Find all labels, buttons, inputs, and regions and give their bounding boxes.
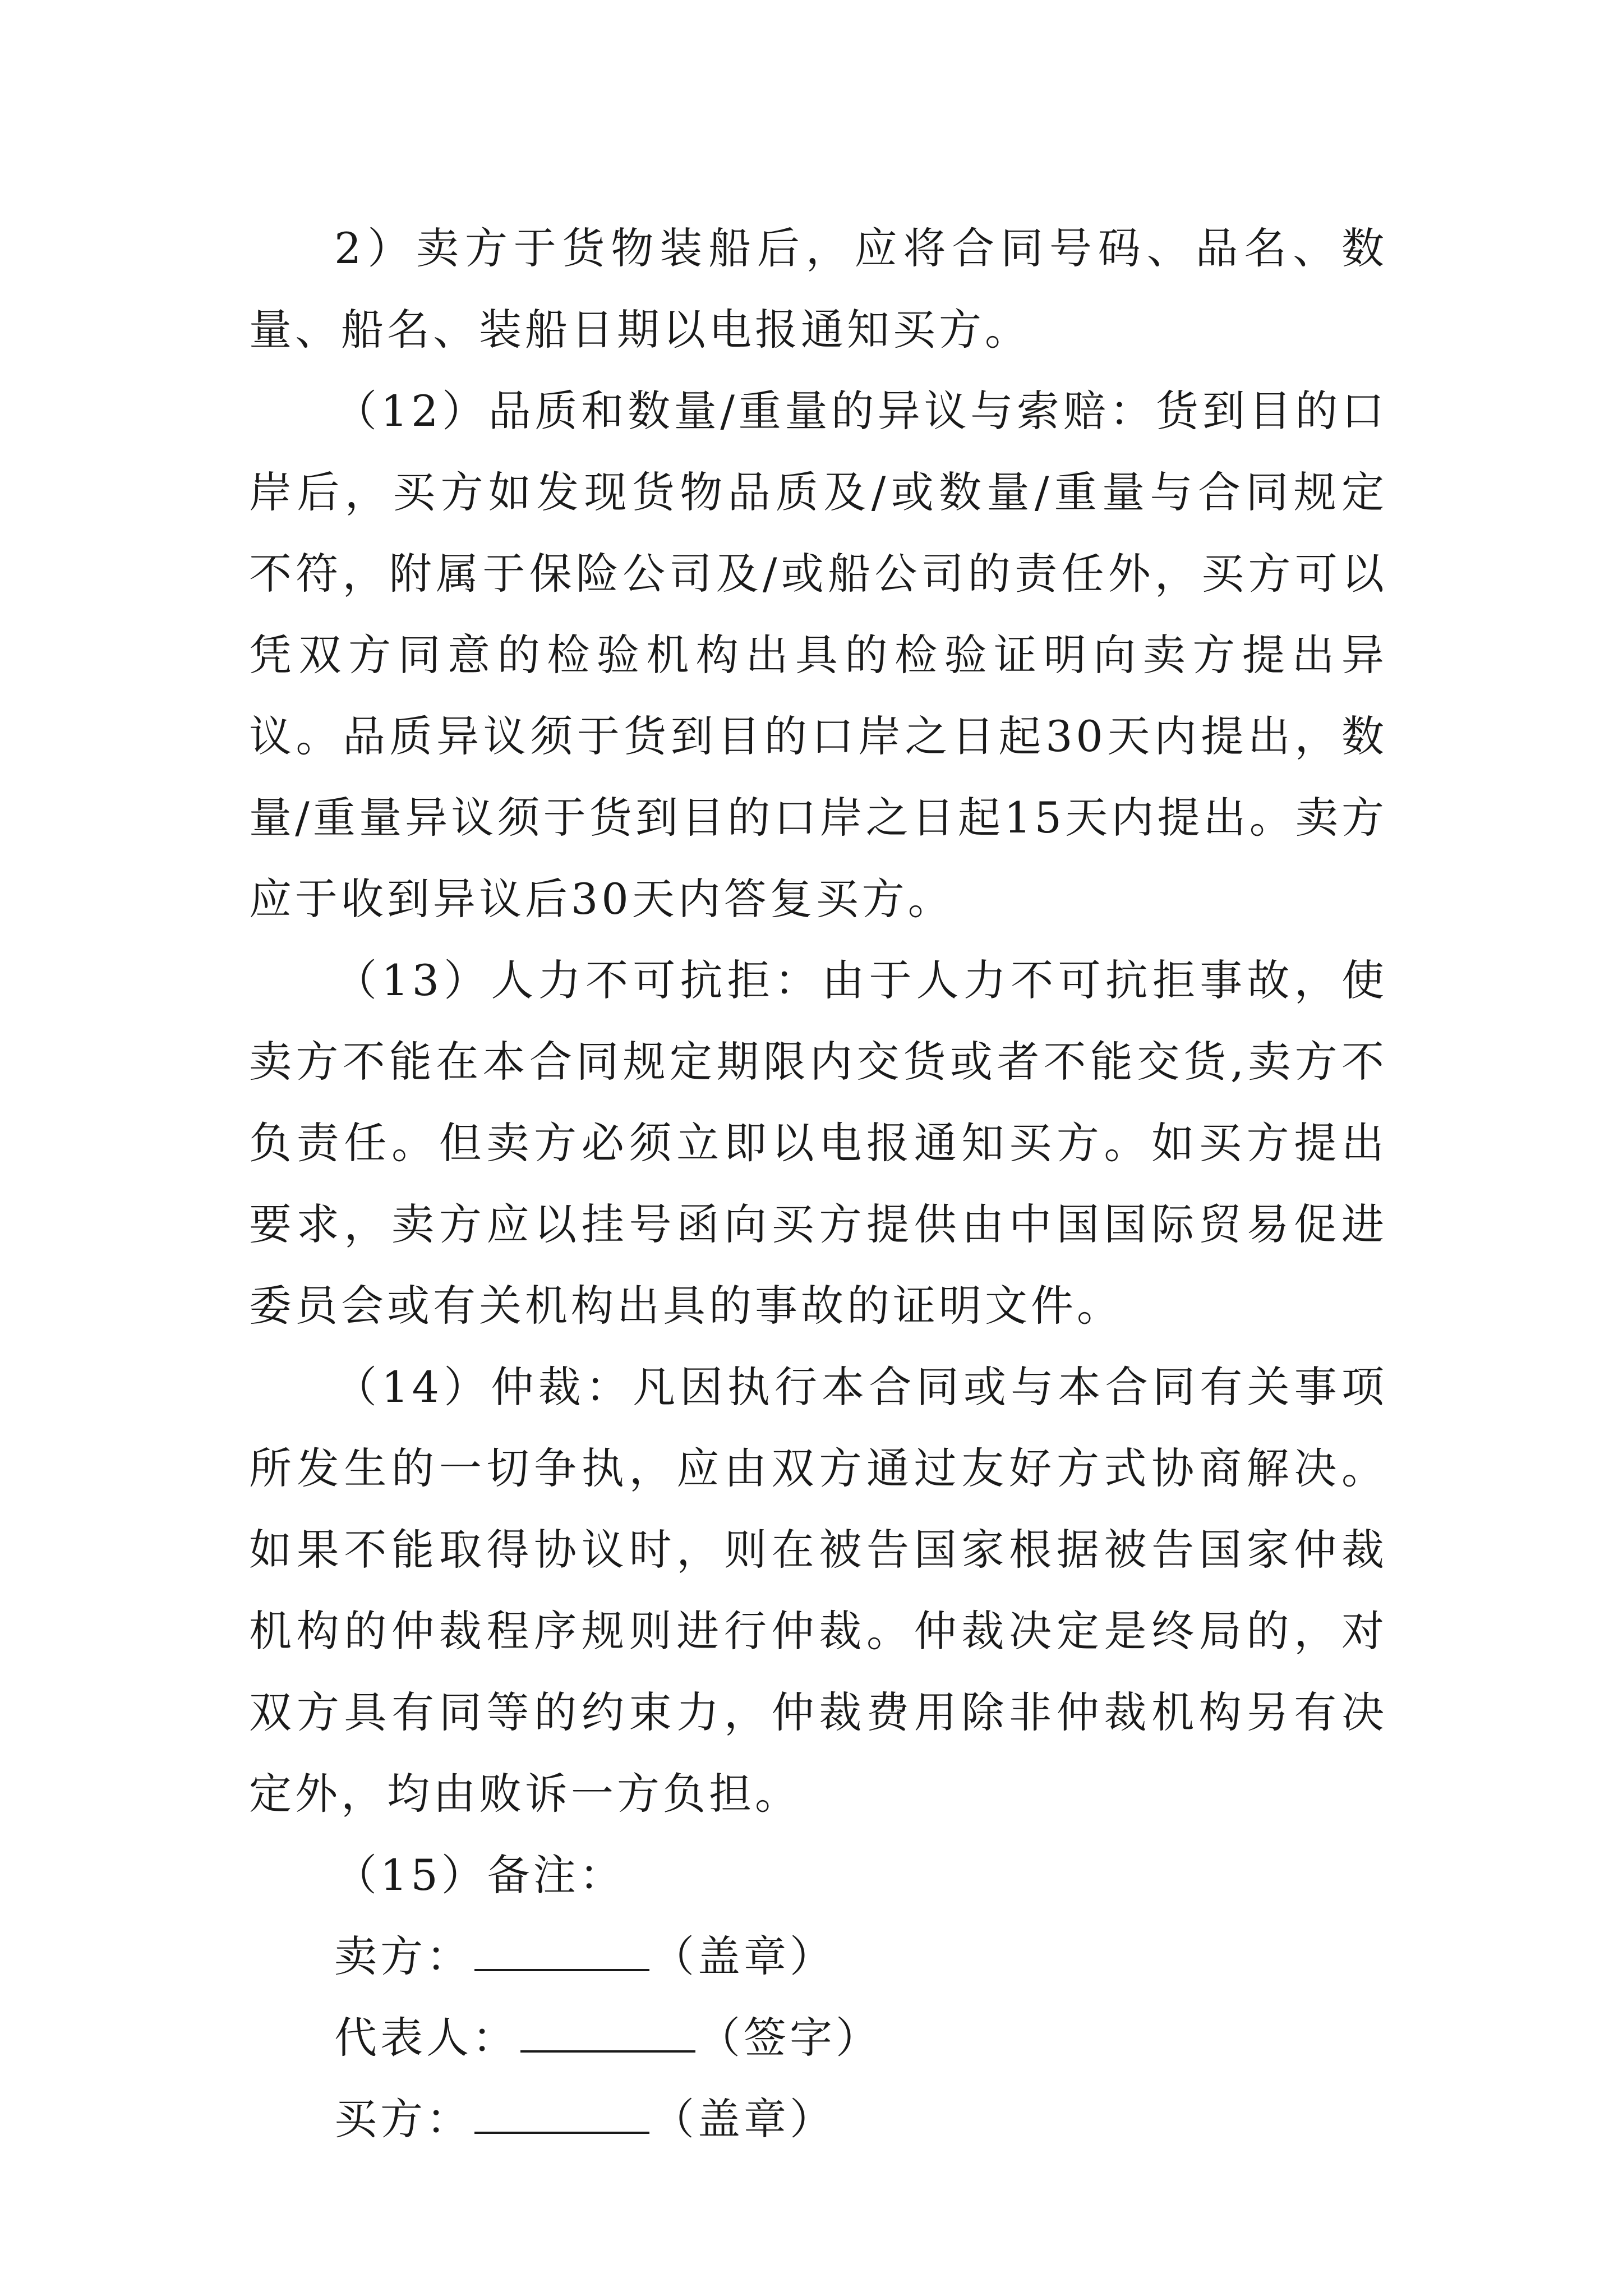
contract-text	[249, 208, 1387, 2160]
paragraph-claims: （12）品质和数量/重量的异议与索赔：货到目的口岸后，买方如发现货物品质及/或数量/重量与合同规定不符，附属于保险公司及/或船公司的责任外，买方可以凭双方同意的检验机构出具的检验证明向卖方提出异议。品质异议须于货到目的口岸之日起30天内提出，数量/重量异议须于货到目的口岸之日起15天内提出。卖方应于收到异议后30天内答复买方。	[249, 386, 1387, 924]
paragraph-arbitration: （14）仲裁：凡因执行本合同或与本合同有关事项所发生的一切争执，应由双方通过友好方式协商解决。如果不能取得协议时，则在被告国家根据被告国家仲裁机构的仲裁程序规则进行仲裁。仲裁决定是终局的，对双方具有同等的约束力，仲裁费用除非仲裁机构另有决定外，均由败诉一方负担。	[249, 1362, 1387, 1819]
buyer-blank	[474, 2095, 649, 2134]
representative-label: 代表人：	[334, 2013, 518, 2063]
seller-blank	[474, 1932, 649, 1971]
buyer-note: （盖章）	[652, 2094, 836, 2144]
representative-blank	[520, 2013, 695, 2053]
buyer-signature-line	[249, 2078, 1387, 2160]
paragraph-shipping-notice: 2）卖方于货物装船后，应将合同号码、品名、数量、船名、装船日期以电报通知买方。	[249, 223, 1387, 355]
seller-signature-line	[249, 1916, 1387, 1997]
paragraph-force-majeure: （13）人力不可抗拒：由于人力不可抗拒事故，使卖方不能在本合同规定期限内交货或者不能交货,卖方不负责任。但卖方必须立即以电报通知买方。如买方提出要求，卖方应以挂号函向买方提供由中国国际贸易促进委员会或有关机构出具的事故的证明文件。	[249, 955, 1387, 1331]
representative-note: （签字）	[698, 2013, 882, 2063]
paragraph-remarks: （15）备注：	[334, 1850, 625, 1900]
representative-signature-line	[249, 1997, 1387, 2078]
seller-note: （盖章）	[652, 1931, 836, 1981]
seller-label: 卖方：	[334, 1931, 472, 1981]
buyer-label: 买方：	[334, 2094, 472, 2144]
